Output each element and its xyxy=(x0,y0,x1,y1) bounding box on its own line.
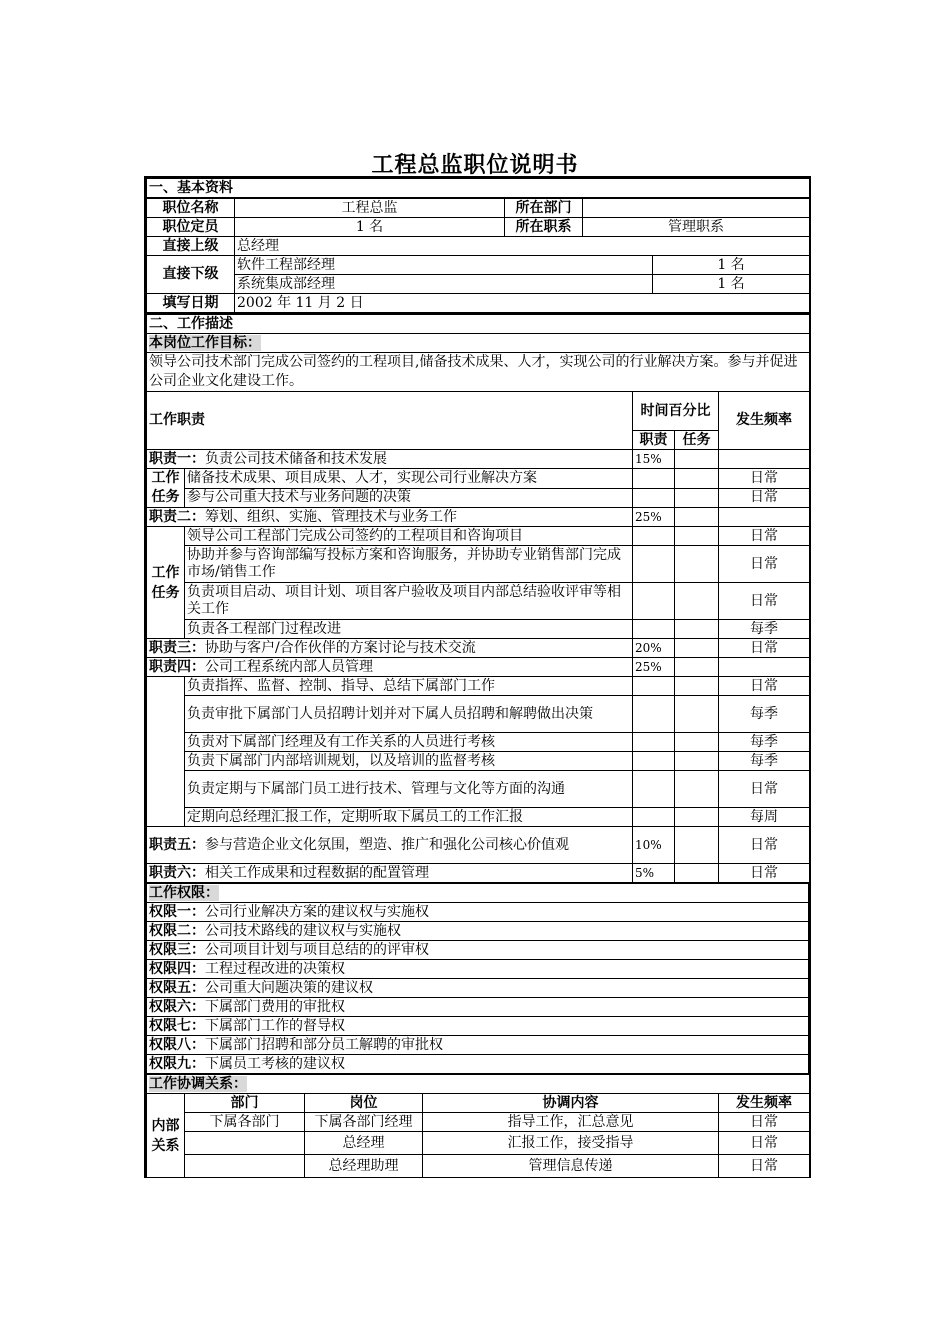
authority-item xyxy=(147,1017,809,1036)
duty-4-text: 公司工程系统内部人员管理 xyxy=(205,658,373,675)
task-duty-cell xyxy=(633,808,675,827)
task-percent-cell xyxy=(675,771,719,808)
task-percent-cell xyxy=(675,488,719,508)
duty-2-percent: 25% xyxy=(633,508,675,527)
authority-item-text: 公司项目计划与项目总结的的评审权 xyxy=(205,941,429,958)
task-percent-cell xyxy=(675,469,719,489)
goal-label-text: 本岗位工作目标： xyxy=(149,334,261,351)
duty-3-text: 协助与客户/合作伙伴的方案讨论与技术交流 xyxy=(205,639,476,656)
track-value: 管理职系 xyxy=(583,218,810,237)
subordinate-label: 直接下级 xyxy=(147,256,235,294)
duty-1-task-percent xyxy=(675,450,719,469)
coordination-label-text: 工作协调关系： xyxy=(149,1075,247,1092)
duty-5-label: 职责五： xyxy=(149,836,205,853)
duty-1-task-label xyxy=(147,469,185,508)
quota-value: 1 名 xyxy=(235,218,505,237)
subordinate-name: 系统集成部经理 xyxy=(235,275,653,294)
duty-4-frequency xyxy=(719,658,810,677)
track-label: 所在职系 xyxy=(505,218,583,237)
authority-item-text: 公司行业解决方案的建议权与实施权 xyxy=(205,903,429,920)
task-frequency: 每季 xyxy=(719,620,810,639)
coord-content: 指导工作，汇总意见 xyxy=(423,1113,719,1132)
task-frequency: 日常 xyxy=(719,546,810,583)
authority-item-label: 权限六： xyxy=(149,998,205,1015)
task-text: 储备技术成果、项目成果、人才，实现公司行业解决方案 xyxy=(185,469,633,489)
duty-2-frequency xyxy=(719,508,810,527)
task-frequency: 每季 xyxy=(719,696,810,733)
time-duty-header: 职责 xyxy=(633,431,675,450)
authority-table xyxy=(146,883,809,1074)
coord-frequency-header: 发生频率 xyxy=(719,1094,810,1113)
task-text: 协助并参与咨询部编写投标方案和咨询服务，并协助专业销售部门完成市场/销售工作 xyxy=(185,546,633,583)
duty-2-task-percent xyxy=(675,508,719,527)
task-frequency: 日常 xyxy=(719,488,810,508)
task-percent-cell xyxy=(675,808,719,827)
task-frequency: 每季 xyxy=(719,733,810,752)
duty-4-task-label xyxy=(147,677,185,827)
authority-item xyxy=(147,1055,809,1074)
duty-3 xyxy=(147,639,633,658)
quota-label: 职位定员 xyxy=(147,218,235,237)
task-label-line: 任务 xyxy=(151,489,180,505)
authority-item xyxy=(147,922,809,941)
authority-item xyxy=(147,941,809,960)
duty-5-percent: 10% xyxy=(633,827,675,864)
task-duty-cell xyxy=(633,733,675,752)
authority-item xyxy=(147,979,809,998)
task-frequency: 日常 xyxy=(719,583,810,620)
authority-label-text: 工作权限： xyxy=(149,884,219,901)
task-duty-cell xyxy=(633,620,675,639)
department-value xyxy=(583,198,810,218)
duty-5-task-percent xyxy=(675,827,719,864)
task-frequency: 日常 xyxy=(719,469,810,489)
coord-dept xyxy=(185,1132,305,1155)
coord-content-header: 协调内容 xyxy=(423,1094,719,1113)
task-text: 负责下属部门内部培训规划，以及培训的监督考核 xyxy=(185,752,633,771)
authority-item xyxy=(147,903,809,922)
authority-item-label: 权限一： xyxy=(149,903,205,920)
task-frequency: 每季 xyxy=(719,752,810,771)
duty-1-label: 职责一： xyxy=(149,450,205,467)
duty-1-text: 负责公司技术储备和技术发展 xyxy=(205,450,387,467)
subordinate-count: 1 名 xyxy=(653,256,810,275)
authority-item xyxy=(147,960,809,979)
authority-item xyxy=(147,998,809,1017)
coordination-table xyxy=(146,1074,810,1178)
task-percent-cell xyxy=(675,527,719,546)
duty-4-label: 职责四： xyxy=(149,658,205,675)
duty-6-label: 职责六： xyxy=(149,864,205,881)
coord-content: 汇报工作，接受指导 xyxy=(423,1132,719,1155)
authority-item xyxy=(147,1036,809,1055)
task-duty-cell xyxy=(633,752,675,771)
coord-frequency: 日常 xyxy=(719,1155,810,1178)
duty-1 xyxy=(147,450,633,469)
fill-date-value: 2002 年 11 月 2 日 xyxy=(235,294,810,313)
duty-2-task-label xyxy=(147,527,185,639)
coord-dept xyxy=(185,1155,305,1178)
duty-4-task-percent xyxy=(675,658,719,677)
task-text: 负责各工程部门过程改进 xyxy=(185,620,633,639)
duty-3-percent: 20% xyxy=(633,639,675,658)
task-duty-cell xyxy=(633,677,675,696)
authority-item-text: 下属部门费用的审批权 xyxy=(205,998,345,1015)
task-percent-cell xyxy=(675,677,719,696)
authority-item-label: 权限三： xyxy=(149,941,205,958)
coord-position: 总经理助理 xyxy=(305,1155,423,1178)
section-basic-info: 一、基本资料 xyxy=(147,179,810,199)
duty-5-text: 参与营造企业文化氛围，塑造、推广和强化公司核心价值观 xyxy=(205,836,569,853)
coord-position: 总经理 xyxy=(305,1132,423,1155)
task-percent-cell xyxy=(675,583,719,620)
task-text: 领导公司工程部门完成公司签约的工程项目和咨询项目 xyxy=(185,527,633,546)
time-task-header: 任务 xyxy=(675,431,719,450)
authority-item-label: 权限九： xyxy=(149,1055,205,1072)
frequency-header: 发生频率 xyxy=(719,392,810,450)
duty-3-frequency: 日常 xyxy=(719,639,810,658)
task-percent-cell xyxy=(675,620,719,639)
duty-5 xyxy=(147,827,633,864)
position-name-value: 工程总监 xyxy=(235,198,505,218)
task-duty-cell xyxy=(633,546,675,583)
department-label: 所在部门 xyxy=(505,198,583,218)
task-duty-cell xyxy=(633,527,675,546)
task-duty-cell xyxy=(633,771,675,808)
internal-label-line: 关系 xyxy=(151,1137,180,1154)
task-text: 负责指挥、监督、控制、指导、总结下属部门工作 xyxy=(185,677,633,696)
task-label-line: 工作 xyxy=(151,564,180,581)
duty-3-label: 职责三： xyxy=(149,639,205,656)
coordination-label xyxy=(147,1075,810,1094)
authority-item-label: 权限七： xyxy=(149,1017,205,1034)
task-duty-cell xyxy=(633,488,675,508)
task-text: 负责项目启动、项目计划、项目客户验收及项目内部总结验收评审等相关工作 xyxy=(185,583,633,620)
duty-6-task-percent xyxy=(675,864,719,883)
coord-frequency: 日常 xyxy=(719,1132,810,1155)
subordinate-count: 1 名 xyxy=(653,275,810,294)
coord-content: 管理信息传递 xyxy=(423,1155,719,1178)
duty-2-text: 筹划、组织、实施、管理技术与业务工作 xyxy=(205,508,457,525)
task-duty-cell xyxy=(633,583,675,620)
duty-2 xyxy=(147,508,633,527)
task-text: 负责对下属部门经理及有工作关系的人员进行考核 xyxy=(185,733,633,752)
goal-label xyxy=(147,334,810,353)
duty-6 xyxy=(147,864,633,883)
coord-position: 下属各部门经理 xyxy=(305,1113,423,1132)
authority-item-label: 权限五： xyxy=(149,979,205,996)
authority-item-text: 公司重大问题决策的建议权 xyxy=(205,979,373,996)
authority-label xyxy=(147,884,809,903)
task-percent-cell xyxy=(675,546,719,583)
authority-item-label: 权限二： xyxy=(149,922,205,939)
task-percent-cell xyxy=(675,733,719,752)
duty-6-frequency: 日常 xyxy=(719,864,810,883)
basic-info-table xyxy=(146,178,810,313)
duty-3-task-percent xyxy=(675,639,719,658)
authority-item-text: 公司技术路线的建议权与实施权 xyxy=(205,922,401,939)
task-percent-cell xyxy=(675,696,719,733)
task-frequency: 日常 xyxy=(719,677,810,696)
task-text: 负责审批下属部门人员招聘计划并对下属人员招聘和解聘做出决策 xyxy=(185,696,633,733)
position-name-label: 职位名称 xyxy=(147,198,235,218)
task-frequency: 日常 xyxy=(719,527,810,546)
duty-5-frequency: 日常 xyxy=(719,827,810,864)
duty-4-percent: 25% xyxy=(633,658,675,677)
document-title: 工程总监职位说明书 xyxy=(371,153,579,178)
task-frequency: 日常 xyxy=(719,771,810,808)
task-label-line: 工作 xyxy=(151,470,180,486)
job-description-sheet xyxy=(144,176,811,1178)
duty-1-percent: 15% xyxy=(633,450,675,469)
task-duty-cell xyxy=(633,469,675,489)
authority-item-text: 下属员工考核的建议权 xyxy=(205,1055,345,1072)
coord-frequency: 日常 xyxy=(719,1113,810,1132)
task-label-line: 任务 xyxy=(151,584,180,601)
duty-header: 工作职责 xyxy=(147,392,633,450)
coord-dept-header: 部门 xyxy=(185,1094,305,1113)
authority-item-text: 下属部门工作的督导权 xyxy=(205,1017,345,1034)
authority-item-label: 权限八： xyxy=(149,1036,205,1053)
coord-dept: 下属各部门 xyxy=(185,1113,305,1132)
coord-position-header: 岗位 xyxy=(305,1094,423,1113)
duty-4 xyxy=(147,658,633,677)
internal-relation-label xyxy=(147,1094,185,1178)
task-duty-cell xyxy=(633,696,675,733)
authority-item-label: 权限四： xyxy=(149,960,205,977)
duty-2-label: 职责二： xyxy=(149,508,205,525)
task-text: 参与公司重大技术与业务问题的决策 xyxy=(185,488,633,508)
time-percent-header: 时间百分比 xyxy=(633,392,719,431)
duty-6-percent: 5% xyxy=(633,864,675,883)
goal-text: 领导公司技术部门完成公司签约的工程项目,储备技术成果、人才，实现公司的行业解决方案。参与并促进公司企业文化建设工作。 xyxy=(147,353,810,392)
duty-6-text: 相关工作成果和过程数据的配置管理 xyxy=(205,864,429,881)
task-frequency: 每周 xyxy=(719,808,810,827)
fill-date-label: 填写日期 xyxy=(147,294,235,313)
internal-label-line: 内部 xyxy=(151,1117,180,1134)
superior-value: 总经理 xyxy=(235,237,810,256)
subordinate-name: 软件工程部经理 xyxy=(235,256,653,275)
task-percent-cell xyxy=(675,752,719,771)
authority-item-text: 工程过程改进的决策权 xyxy=(205,960,345,977)
work-description-table xyxy=(146,313,810,883)
section-work-description: 二、工作描述 xyxy=(147,314,810,334)
duty-1-frequency xyxy=(719,450,810,469)
task-text: 定期向总经理汇报工作，定期听取下属员工的工作汇报 xyxy=(185,808,633,827)
superior-label: 直接上级 xyxy=(147,237,235,256)
task-text: 负责定期与下属部门员工进行技术、管理与文化等方面的沟通 xyxy=(185,771,633,808)
authority-item-text: 下属部门招聘和部分员工解聘的审批权 xyxy=(205,1036,443,1053)
